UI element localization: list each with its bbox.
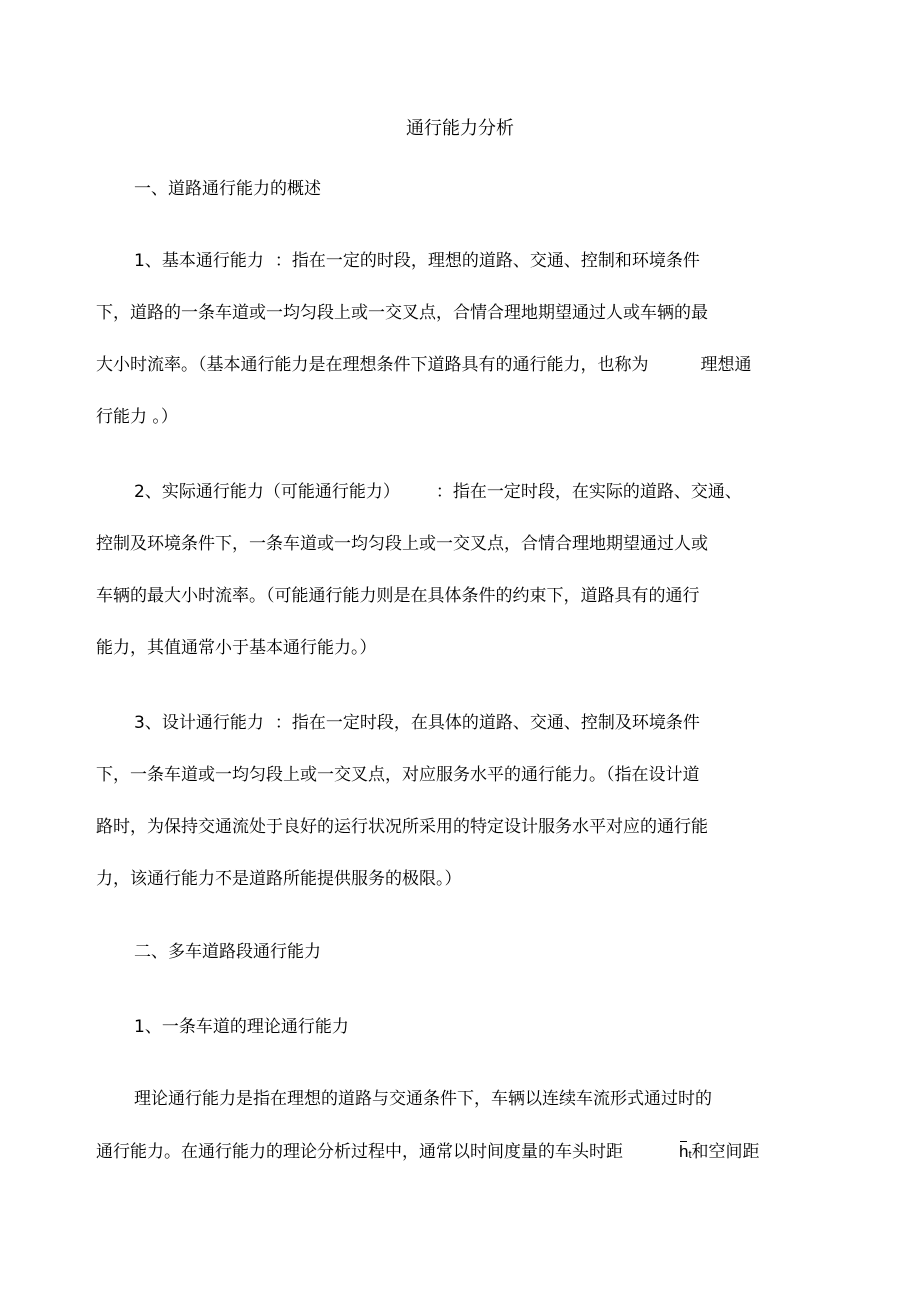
headway-symbol-subscript: t: [688, 1149, 692, 1161]
item2-line4: 能力，其值通常小于基本通行能力。）: [96, 638, 377, 658]
item1-line3: [96, 354, 752, 376]
item1-first-line: [134, 250, 700, 272]
subsection-heading-theoretical: 1、一条车道的理论通行能力: [134, 1017, 349, 1037]
headway-symbol-main: h: [679, 1142, 689, 1161]
headway-symbol: [679, 1141, 692, 1166]
item1-line3a: 大小时流率。（基本通行能力是在理想条件下道路具有的通行能力，也称为: [96, 355, 649, 375]
section-heading-multilane: 二、多车道路段通行能力: [134, 942, 321, 962]
overline-mark: [680, 1141, 687, 1142]
item3-line2: 下，一条车道或一均匀段上或一交叉点，对应服务水平的通行能力。（指在设计道: [96, 765, 700, 785]
item1-line3b: 理想通: [700, 355, 752, 375]
theoretical-line2a: 通行能力。在通行能力的理论分析过程中，通常以时间度量的车头时距: [96, 1142, 623, 1162]
item2-line3: 车辆的最大小时流率。（可能通行能力则是在具体条件的约束下，道路具有的通行: [96, 586, 700, 606]
item3-label: 3、设计通行能力: [134, 713, 264, 733]
item1-separator: ：: [274, 251, 292, 271]
item1-line2: 下，道路的一条车道或一均匀段上或一交叉点，合情合理地期望通过人或车辆的最: [96, 303, 708, 323]
item2-separator: ：: [435, 482, 453, 502]
theoretical-line1: 理论通行能力是指在理想的道路与交通条件下，车辆以连续车流形式通过时的: [134, 1089, 712, 1109]
item3-line3: 路时，为保持交通流处于良好的运行状况所采用的特定设计服务水平对应的通行能: [96, 817, 708, 837]
item2-line1-text: 指在一定时段，在实际的道路、交通、: [452, 482, 742, 502]
theoretical-line2: [96, 1141, 760, 1166]
item3-separator: ：: [274, 713, 292, 733]
item1-label: 1、基本通行能力: [134, 251, 264, 271]
item2-first-line: [134, 481, 742, 503]
theoretical-line2b: 和空间距: [691, 1142, 760, 1162]
item3-line4: 力，该通行能力不是道路所能提供服务的极限。）: [96, 869, 462, 889]
item1-line4: 行能力 。）: [96, 407, 178, 427]
item2-line2: 控制及环境条件下，一条车道或一均匀段上或一交叉点，合情合理地期望通过人或: [96, 534, 708, 554]
item1-line1-text: 指在一定的时段，理想的道路、交通、控制和环境条件: [291, 251, 700, 271]
item3-first-line: [134, 712, 700, 734]
item2-label: 2、实际通行能力（可能通行能力）: [134, 482, 400, 502]
document-title: 通行能力分析: [406, 118, 514, 139]
item3-line1-text: 指在一定时段，在具体的道路、交通、控制及环境条件: [291, 713, 700, 733]
section-heading-overview: 一、道路通行能力的概述: [134, 179, 321, 199]
